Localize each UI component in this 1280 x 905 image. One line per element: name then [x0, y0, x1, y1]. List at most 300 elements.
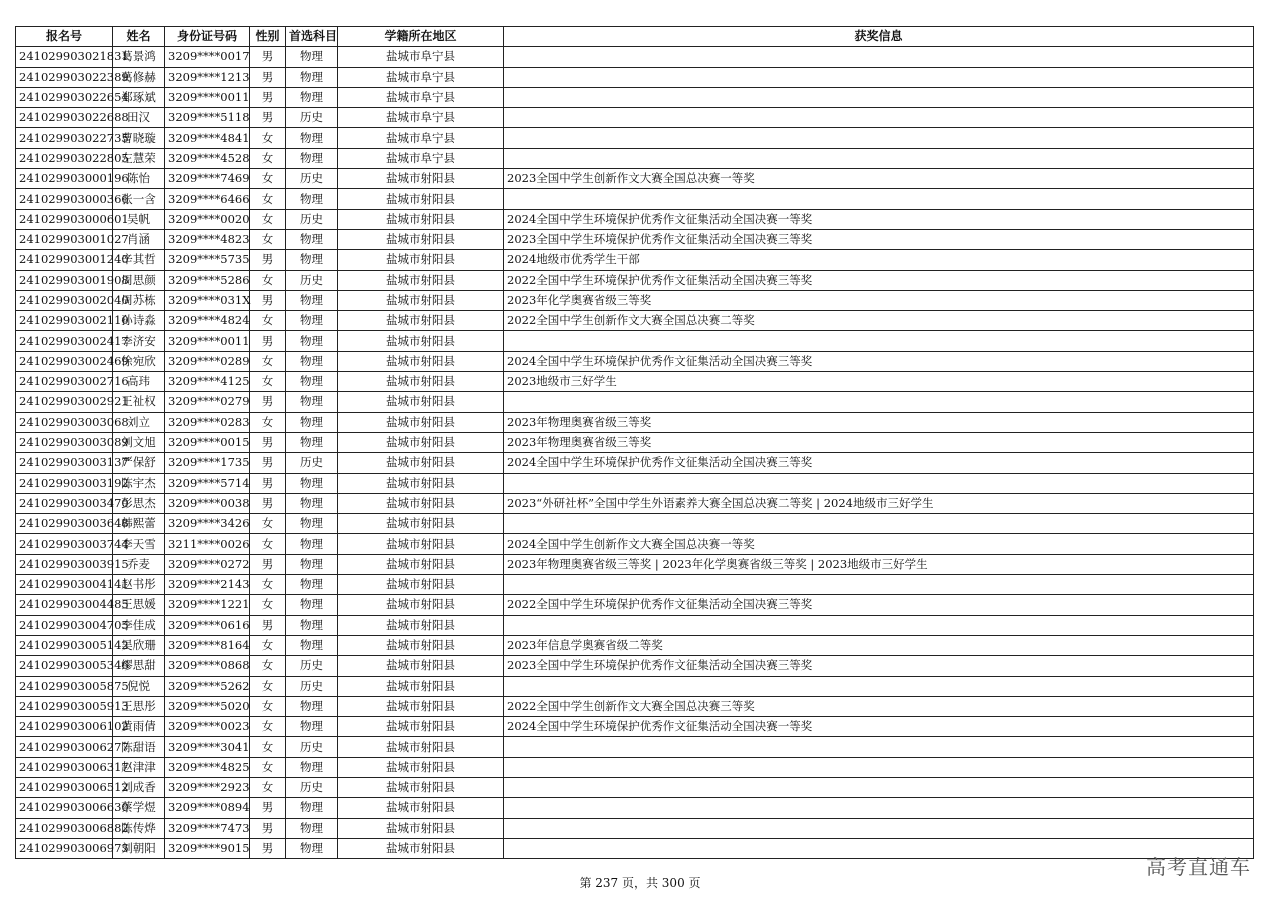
region-cell: 盐城市射阳县: [338, 432, 504, 452]
id-number-cell: 3209****5262: [165, 676, 250, 696]
subject-cell: 物理: [286, 554, 338, 574]
award-cell: [504, 331, 1254, 351]
subject-cell: 物理: [286, 635, 338, 655]
award-cell: [504, 392, 1254, 412]
table-row: [16, 209, 1254, 229]
name-cell: 陈宇杰: [113, 473, 165, 493]
gender-cell: 男: [250, 838, 286, 858]
gender-cell: 女: [250, 595, 286, 615]
subject-cell: 物理: [286, 290, 338, 310]
id-number-cell: 3211****0026: [165, 534, 250, 554]
subject-cell: 物理: [286, 818, 338, 838]
award-cell: [504, 128, 1254, 148]
registration-no-cell: 241029903003192: [16, 473, 113, 493]
award-cell: 2023年物理奥赛省级三等奖: [504, 432, 1254, 452]
gender-cell: 女: [250, 757, 286, 777]
award-cell: [504, 148, 1254, 168]
table-row: [16, 473, 1254, 493]
registration-no-cell: 241029903005913: [16, 696, 113, 716]
region-cell: 盐城市射阳县: [338, 534, 504, 554]
name-cell: 陈甜语: [113, 737, 165, 757]
registration-no-cell: 241029903002716: [16, 372, 113, 392]
gender-cell: 男: [250, 798, 286, 818]
name-cell: 乔麦: [113, 554, 165, 574]
award-cell: 2024全国中学生创新作文大赛全国总决赛一等奖: [504, 534, 1254, 554]
subject-cell: 物理: [286, 838, 338, 858]
name-cell: 葛修赫: [113, 67, 165, 87]
subject-cell: 物理: [286, 128, 338, 148]
gender-cell: 女: [250, 189, 286, 209]
id-number-cell: 3209****0868: [165, 656, 250, 676]
subject-cell: 物理: [286, 412, 338, 432]
subject-cell: 物理: [286, 148, 338, 168]
gender-cell: 女: [250, 128, 286, 148]
subject-cell: 物理: [286, 331, 338, 351]
region-cell: 盐城市射阳县: [338, 250, 504, 270]
id-number-cell: 3209****9015: [165, 838, 250, 858]
award-cell: 2023年化学奥赛省级三等奖: [504, 290, 1254, 310]
region-cell: 盐城市射阳县: [338, 412, 504, 432]
subject-cell: 历史: [286, 737, 338, 757]
name-cell: 周苏栋: [113, 290, 165, 310]
id-number-cell: 3209****5286: [165, 270, 250, 290]
col-header-primary-subject: 首选科目: [286, 27, 338, 47]
award-cell: 2024全国中学生环境保护优秀作文征集活动全国决赛三等奖: [504, 453, 1254, 473]
gender-cell: 男: [250, 108, 286, 128]
id-number-cell: 3209****5020: [165, 696, 250, 716]
registration-no-cell: 241029903002110: [16, 311, 113, 331]
award-cell: 2023地级市三好学生: [504, 372, 1254, 392]
col-header-gender: 性别: [250, 27, 286, 47]
name-cell: 陈传烨: [113, 818, 165, 838]
name-cell: 黄雨倩: [113, 717, 165, 737]
award-cell: [504, 575, 1254, 595]
id-number-cell: 3209****0011: [165, 331, 250, 351]
id-number-cell: 3209****0272: [165, 554, 250, 574]
award-cell: [504, 777, 1254, 797]
gender-cell: 男: [250, 87, 286, 107]
id-number-cell: 3209****6466: [165, 189, 250, 209]
name-cell: 王思媛: [113, 595, 165, 615]
name-cell: 曹晓璇: [113, 128, 165, 148]
gender-cell: 男: [250, 331, 286, 351]
table-row: [16, 737, 1254, 757]
registration-no-cell: 241029903000366: [16, 189, 113, 209]
gender-cell: 女: [250, 575, 286, 595]
registration-no-cell: 241029903005142: [16, 635, 113, 655]
name-cell: 刘成香: [113, 777, 165, 797]
award-cell: 2023年物理奥赛省级三等奖: [504, 412, 1254, 432]
region-cell: 盐城市阜宁县: [338, 67, 504, 87]
name-cell: 王祉权: [113, 392, 165, 412]
table-row: [16, 250, 1254, 270]
subject-cell: 历史: [286, 209, 338, 229]
registration-no-cell: 241029903005346: [16, 656, 113, 676]
name-cell: 高玮: [113, 372, 165, 392]
name-cell: 韩熙蕾: [113, 514, 165, 534]
table-row: [16, 453, 1254, 473]
region-cell: 盐城市射阳县: [338, 290, 504, 310]
award-cell: 2024全国中学生环境保护优秀作文征集活动全国决赛三等奖: [504, 351, 1254, 371]
table-row: [16, 493, 1254, 513]
gender-cell: 女: [250, 635, 286, 655]
subject-cell: 物理: [286, 311, 338, 331]
name-cell: 倪悦: [113, 676, 165, 696]
subject-cell: 物理: [286, 47, 338, 67]
registration-no-cell: 241029903002417: [16, 331, 113, 351]
award-cell: 2023“外研社杯”全国中学生外语素养大赛全国总决赛二等奖 | 2024地级市三好学生: [504, 493, 1254, 513]
id-number-cell: 3209****0289: [165, 351, 250, 371]
registration-no-cell: 241029903006317: [16, 757, 113, 777]
name-cell: 刘立: [113, 412, 165, 432]
region-cell: 盐城市阜宁县: [338, 148, 504, 168]
name-cell: 辛其哲: [113, 250, 165, 270]
gender-cell: 女: [250, 676, 286, 696]
gender-cell: 男: [250, 493, 286, 513]
subject-cell: 物理: [286, 696, 338, 716]
subject-cell: 物理: [286, 372, 338, 392]
table-body: [16, 47, 1254, 859]
name-cell: 吴欣珊: [113, 635, 165, 655]
name-cell: 李天雪: [113, 534, 165, 554]
name-cell: 孙诗淼: [113, 311, 165, 331]
subject-cell: 物理: [286, 534, 338, 554]
award-cell: [504, 615, 1254, 635]
id-number-cell: 3209****3426: [165, 514, 250, 534]
registration-no-cell: 241029903000601: [16, 209, 113, 229]
gender-cell: 女: [250, 717, 286, 737]
gender-cell: 男: [250, 473, 286, 493]
award-cell: 2022全国中学生环境保护优秀作文征集活动全国决赛三等奖: [504, 270, 1254, 290]
col-header-school-region: 学籍所在地区: [338, 27, 504, 47]
table-row: [16, 108, 1254, 128]
gender-cell: 女: [250, 777, 286, 797]
award-cell: 2023全国中学生环境保护优秀作文征集活动全国决赛三等奖: [504, 656, 1254, 676]
id-number-cell: 3209****1221: [165, 595, 250, 615]
gender-cell: 女: [250, 209, 286, 229]
id-number-cell: 3209****5714: [165, 473, 250, 493]
award-cell: 2022全国中学生创新作文大赛全国总决赛二等奖: [504, 311, 1254, 331]
table-row: [16, 777, 1254, 797]
region-cell: 盐城市阜宁县: [338, 47, 504, 67]
name-cell: 陈怡: [113, 169, 165, 189]
award-cell: [504, 87, 1254, 107]
region-cell: 盐城市射阳县: [338, 554, 504, 574]
id-number-cell: 3209****2923: [165, 777, 250, 797]
name-cell: 蔡学煜: [113, 798, 165, 818]
subject-cell: 物理: [286, 595, 338, 615]
col-header-id-number: 身份证号码: [165, 27, 250, 47]
region-cell: 盐城市射阳县: [338, 635, 504, 655]
registration-no-cell: 241029903001908: [16, 270, 113, 290]
registration-no-cell: 241029903022654: [16, 87, 113, 107]
table-row: [16, 595, 1254, 615]
subject-cell: 物理: [286, 473, 338, 493]
id-number-cell: 3209****0015: [165, 432, 250, 452]
id-number-cell: 3209****0020: [165, 209, 250, 229]
subject-cell: 历史: [286, 108, 338, 128]
award-cell: 2023年信息学奥赛省级二等奖: [504, 635, 1254, 655]
subject-cell: 物理: [286, 392, 338, 412]
subject-cell: 历史: [286, 270, 338, 290]
award-cell: 2023年物理奥赛省级三等奖 | 2023年化学奥赛省级三等奖 | 2023地级市三好学生: [504, 554, 1254, 574]
gender-cell: 女: [250, 696, 286, 716]
registration-no-cell: 241029903006630: [16, 798, 113, 818]
award-cell: [504, 818, 1254, 838]
registration-no-cell: 241029903003068: [16, 412, 113, 432]
region-cell: 盐城市射阳县: [338, 615, 504, 635]
id-number-cell: 3209****4824: [165, 311, 250, 331]
table-row: [16, 128, 1254, 148]
region-cell: 盐城市射阳县: [338, 351, 504, 371]
table-row: [16, 798, 1254, 818]
gender-cell: 女: [250, 412, 286, 432]
award-cell: [504, 798, 1254, 818]
registration-no-cell: 241029903001240: [16, 250, 113, 270]
subject-cell: 物理: [286, 757, 338, 777]
gender-cell: 女: [250, 229, 286, 249]
gender-cell: 女: [250, 169, 286, 189]
award-cell: 2024地级市优秀学生干部: [504, 250, 1254, 270]
id-number-cell: 3209****031X: [165, 290, 250, 310]
region-cell: 盐城市阜宁县: [338, 108, 504, 128]
registration-no-cell: 241029903004141: [16, 575, 113, 595]
award-cell: [504, 189, 1254, 209]
table-row: [16, 696, 1254, 716]
name-cell: 刘朝阳: [113, 838, 165, 858]
registration-no-cell: 241029903022735: [16, 128, 113, 148]
registration-no-cell: 241029903003470: [16, 493, 113, 513]
name-cell: 张一含: [113, 189, 165, 209]
name-cell: 田汉: [113, 108, 165, 128]
award-cell: 2023全国中学生环境保护优秀作文征集活动全国决赛三等奖: [504, 229, 1254, 249]
name-cell: 李佳成: [113, 615, 165, 635]
name-cell: 徐宛欣: [113, 351, 165, 371]
id-number-cell: 3209****4528: [165, 148, 250, 168]
gender-cell: 男: [250, 615, 286, 635]
gender-cell: 女: [250, 534, 286, 554]
region-cell: 盐城市射阳县: [338, 514, 504, 534]
id-number-cell: 3209****0011: [165, 87, 250, 107]
id-number-cell: 3209****1213: [165, 67, 250, 87]
subject-cell: 历史: [286, 169, 338, 189]
gender-cell: 男: [250, 67, 286, 87]
table-row: [16, 656, 1254, 676]
registration-no-cell: 241029903003089: [16, 432, 113, 452]
subject-cell: 物理: [286, 229, 338, 249]
registration-no-cell: 241029903002469: [16, 351, 113, 371]
registration-no-cell: 241029903022389: [16, 67, 113, 87]
region-cell: 盐城市射阳县: [338, 737, 504, 757]
registration-no-cell: 241029903003648: [16, 514, 113, 534]
award-cell: [504, 737, 1254, 757]
name-cell: 彭思杰: [113, 493, 165, 513]
table-row: [16, 514, 1254, 534]
subject-cell: 物理: [286, 67, 338, 87]
table-row: [16, 676, 1254, 696]
registration-no-cell: 241029903006975: [16, 838, 113, 858]
id-number-cell: 3209****8164: [165, 635, 250, 655]
region-cell: 盐城市射阳县: [338, 696, 504, 716]
id-number-cell: 3209****4825: [165, 757, 250, 777]
gender-cell: 女: [250, 148, 286, 168]
subject-cell: 物理: [286, 189, 338, 209]
region-cell: 盐城市射阳县: [338, 798, 504, 818]
table-row: [16, 635, 1254, 655]
region-cell: 盐城市射阳县: [338, 676, 504, 696]
region-cell: 盐城市射阳县: [338, 575, 504, 595]
table-row: [16, 838, 1254, 858]
id-number-cell: 3209****4823: [165, 229, 250, 249]
region-cell: 盐城市射阳县: [338, 169, 504, 189]
gender-cell: 男: [250, 290, 286, 310]
award-cell: 2023全国中学生创新作文大赛全国总决赛一等奖: [504, 169, 1254, 189]
name-cell: 缪思甜: [113, 656, 165, 676]
subject-cell: 物理: [286, 575, 338, 595]
registration-no-cell: 241029903005875: [16, 676, 113, 696]
award-cell: [504, 47, 1254, 67]
region-cell: 盐城市射阳县: [338, 209, 504, 229]
award-cell: [504, 108, 1254, 128]
region-cell: 盐城市射阳县: [338, 656, 504, 676]
id-number-cell: 3209****0038: [165, 493, 250, 513]
table-row: [16, 189, 1254, 209]
name-cell: 葛景鸿: [113, 47, 165, 67]
table-row: [16, 615, 1254, 635]
table-row: [16, 331, 1254, 351]
gender-cell: 女: [250, 311, 286, 331]
col-header-awards: 获奖信息: [504, 27, 1254, 47]
page-number: 第 237 页，共 300 页: [579, 876, 701, 890]
registration-no-cell: 241029903021831: [16, 47, 113, 67]
region-cell: 盐城市射阳县: [338, 392, 504, 412]
gender-cell: 男: [250, 47, 286, 67]
table-row: [16, 47, 1254, 67]
gender-cell: 女: [250, 514, 286, 534]
registration-no-cell: 241029903003137: [16, 453, 113, 473]
award-roster-table: [15, 26, 1254, 859]
registration-no-cell: 241029903003915: [16, 554, 113, 574]
name-cell: 赵津津: [113, 757, 165, 777]
id-number-cell: 3209****3041: [165, 737, 250, 757]
registration-no-cell: 241029903002921: [16, 392, 113, 412]
region-cell: 盐城市射阳县: [338, 717, 504, 737]
name-cell: 赵书彤: [113, 575, 165, 595]
col-header-registration-no: 报名号: [16, 27, 113, 47]
subject-cell: 物理: [286, 514, 338, 534]
id-number-cell: 3209****0023: [165, 717, 250, 737]
name-cell: 王思彤: [113, 696, 165, 716]
id-number-cell: 3209****7473: [165, 818, 250, 838]
table-row: [16, 229, 1254, 249]
name-cell: 李济安: [113, 331, 165, 351]
subject-cell: 物理: [286, 87, 338, 107]
id-number-cell: 3209****1735: [165, 453, 250, 473]
region-cell: 盐城市射阳县: [338, 331, 504, 351]
col-header-name: 姓名: [113, 27, 165, 47]
region-cell: 盐城市阜宁县: [338, 87, 504, 107]
id-number-cell: 3209****0017: [165, 47, 250, 67]
gender-cell: 女: [250, 737, 286, 757]
name-cell: 周思颜: [113, 270, 165, 290]
region-cell: 盐城市射阳县: [338, 757, 504, 777]
id-number-cell: 3209****2143: [165, 575, 250, 595]
subject-cell: 物理: [286, 798, 338, 818]
table-row: [16, 372, 1254, 392]
subject-cell: 物理: [286, 493, 338, 513]
id-number-cell: 3209****4125: [165, 372, 250, 392]
gender-cell: 男: [250, 250, 286, 270]
table-row: [16, 67, 1254, 87]
award-cell: [504, 676, 1254, 696]
id-number-cell: 3209****4841: [165, 128, 250, 148]
watermark-text: 高考直通车: [1146, 855, 1251, 879]
award-cell: 2024全国中学生环境保护优秀作文征集活动全国决赛一等奖: [504, 717, 1254, 737]
table-row: [16, 392, 1254, 412]
name-cell: 左慧荣: [113, 148, 165, 168]
table-row: [16, 818, 1254, 838]
subject-cell: 物理: [286, 717, 338, 737]
id-number-cell: 3209****5118: [165, 108, 250, 128]
registration-no-cell: 241029903022688: [16, 108, 113, 128]
name-cell: 吴帆: [113, 209, 165, 229]
registration-no-cell: 241029903006102: [16, 717, 113, 737]
registration-no-cell: 241029903002040: [16, 290, 113, 310]
gender-cell: 女: [250, 270, 286, 290]
registration-no-cell: 241029903006512: [16, 777, 113, 797]
region-cell: 盐城市射阳县: [338, 818, 504, 838]
table-row: [16, 290, 1254, 310]
subject-cell: 物理: [286, 615, 338, 635]
table-row: [16, 169, 1254, 189]
award-cell: [504, 67, 1254, 87]
award-cell: [504, 514, 1254, 534]
table-header-row: [16, 27, 1254, 47]
award-cell: [504, 757, 1254, 777]
id-number-cell: 3209****0279: [165, 392, 250, 412]
region-cell: 盐城市射阳县: [338, 229, 504, 249]
region-cell: 盐城市射阳县: [338, 453, 504, 473]
id-number-cell: 3209****0283: [165, 412, 250, 432]
table-row: [16, 412, 1254, 432]
table-row: [16, 575, 1254, 595]
id-number-cell: 3209****0616: [165, 615, 250, 635]
id-number-cell: 3209****0894: [165, 798, 250, 818]
subject-cell: 物理: [286, 250, 338, 270]
id-number-cell: 3209****5735: [165, 250, 250, 270]
region-cell: 盐城市射阳县: [338, 372, 504, 392]
name-cell: 肖涵: [113, 229, 165, 249]
region-cell: 盐城市射阳县: [338, 838, 504, 858]
award-cell: 2024全国中学生环境保护优秀作文征集活动全国决赛一等奖: [504, 209, 1254, 229]
registration-no-cell: 241029903006882: [16, 818, 113, 838]
award-cell: 2022全国中学生创新作文大赛全国总决赛三等奖: [504, 696, 1254, 716]
award-cell: [504, 473, 1254, 493]
registration-no-cell: 241029903003744: [16, 534, 113, 554]
table-row: [16, 757, 1254, 777]
table-row: [16, 148, 1254, 168]
region-cell: 盐城市射阳县: [338, 270, 504, 290]
subject-cell: 历史: [286, 676, 338, 696]
region-cell: 盐城市射阳县: [338, 311, 504, 331]
region-cell: 盐城市阜宁县: [338, 128, 504, 148]
gender-cell: 女: [250, 351, 286, 371]
region-cell: 盐城市射阳县: [338, 493, 504, 513]
table-row: [16, 717, 1254, 737]
gender-cell: 女: [250, 372, 286, 392]
registration-no-cell: 241029903006277: [16, 737, 113, 757]
table-row: [16, 87, 1254, 107]
